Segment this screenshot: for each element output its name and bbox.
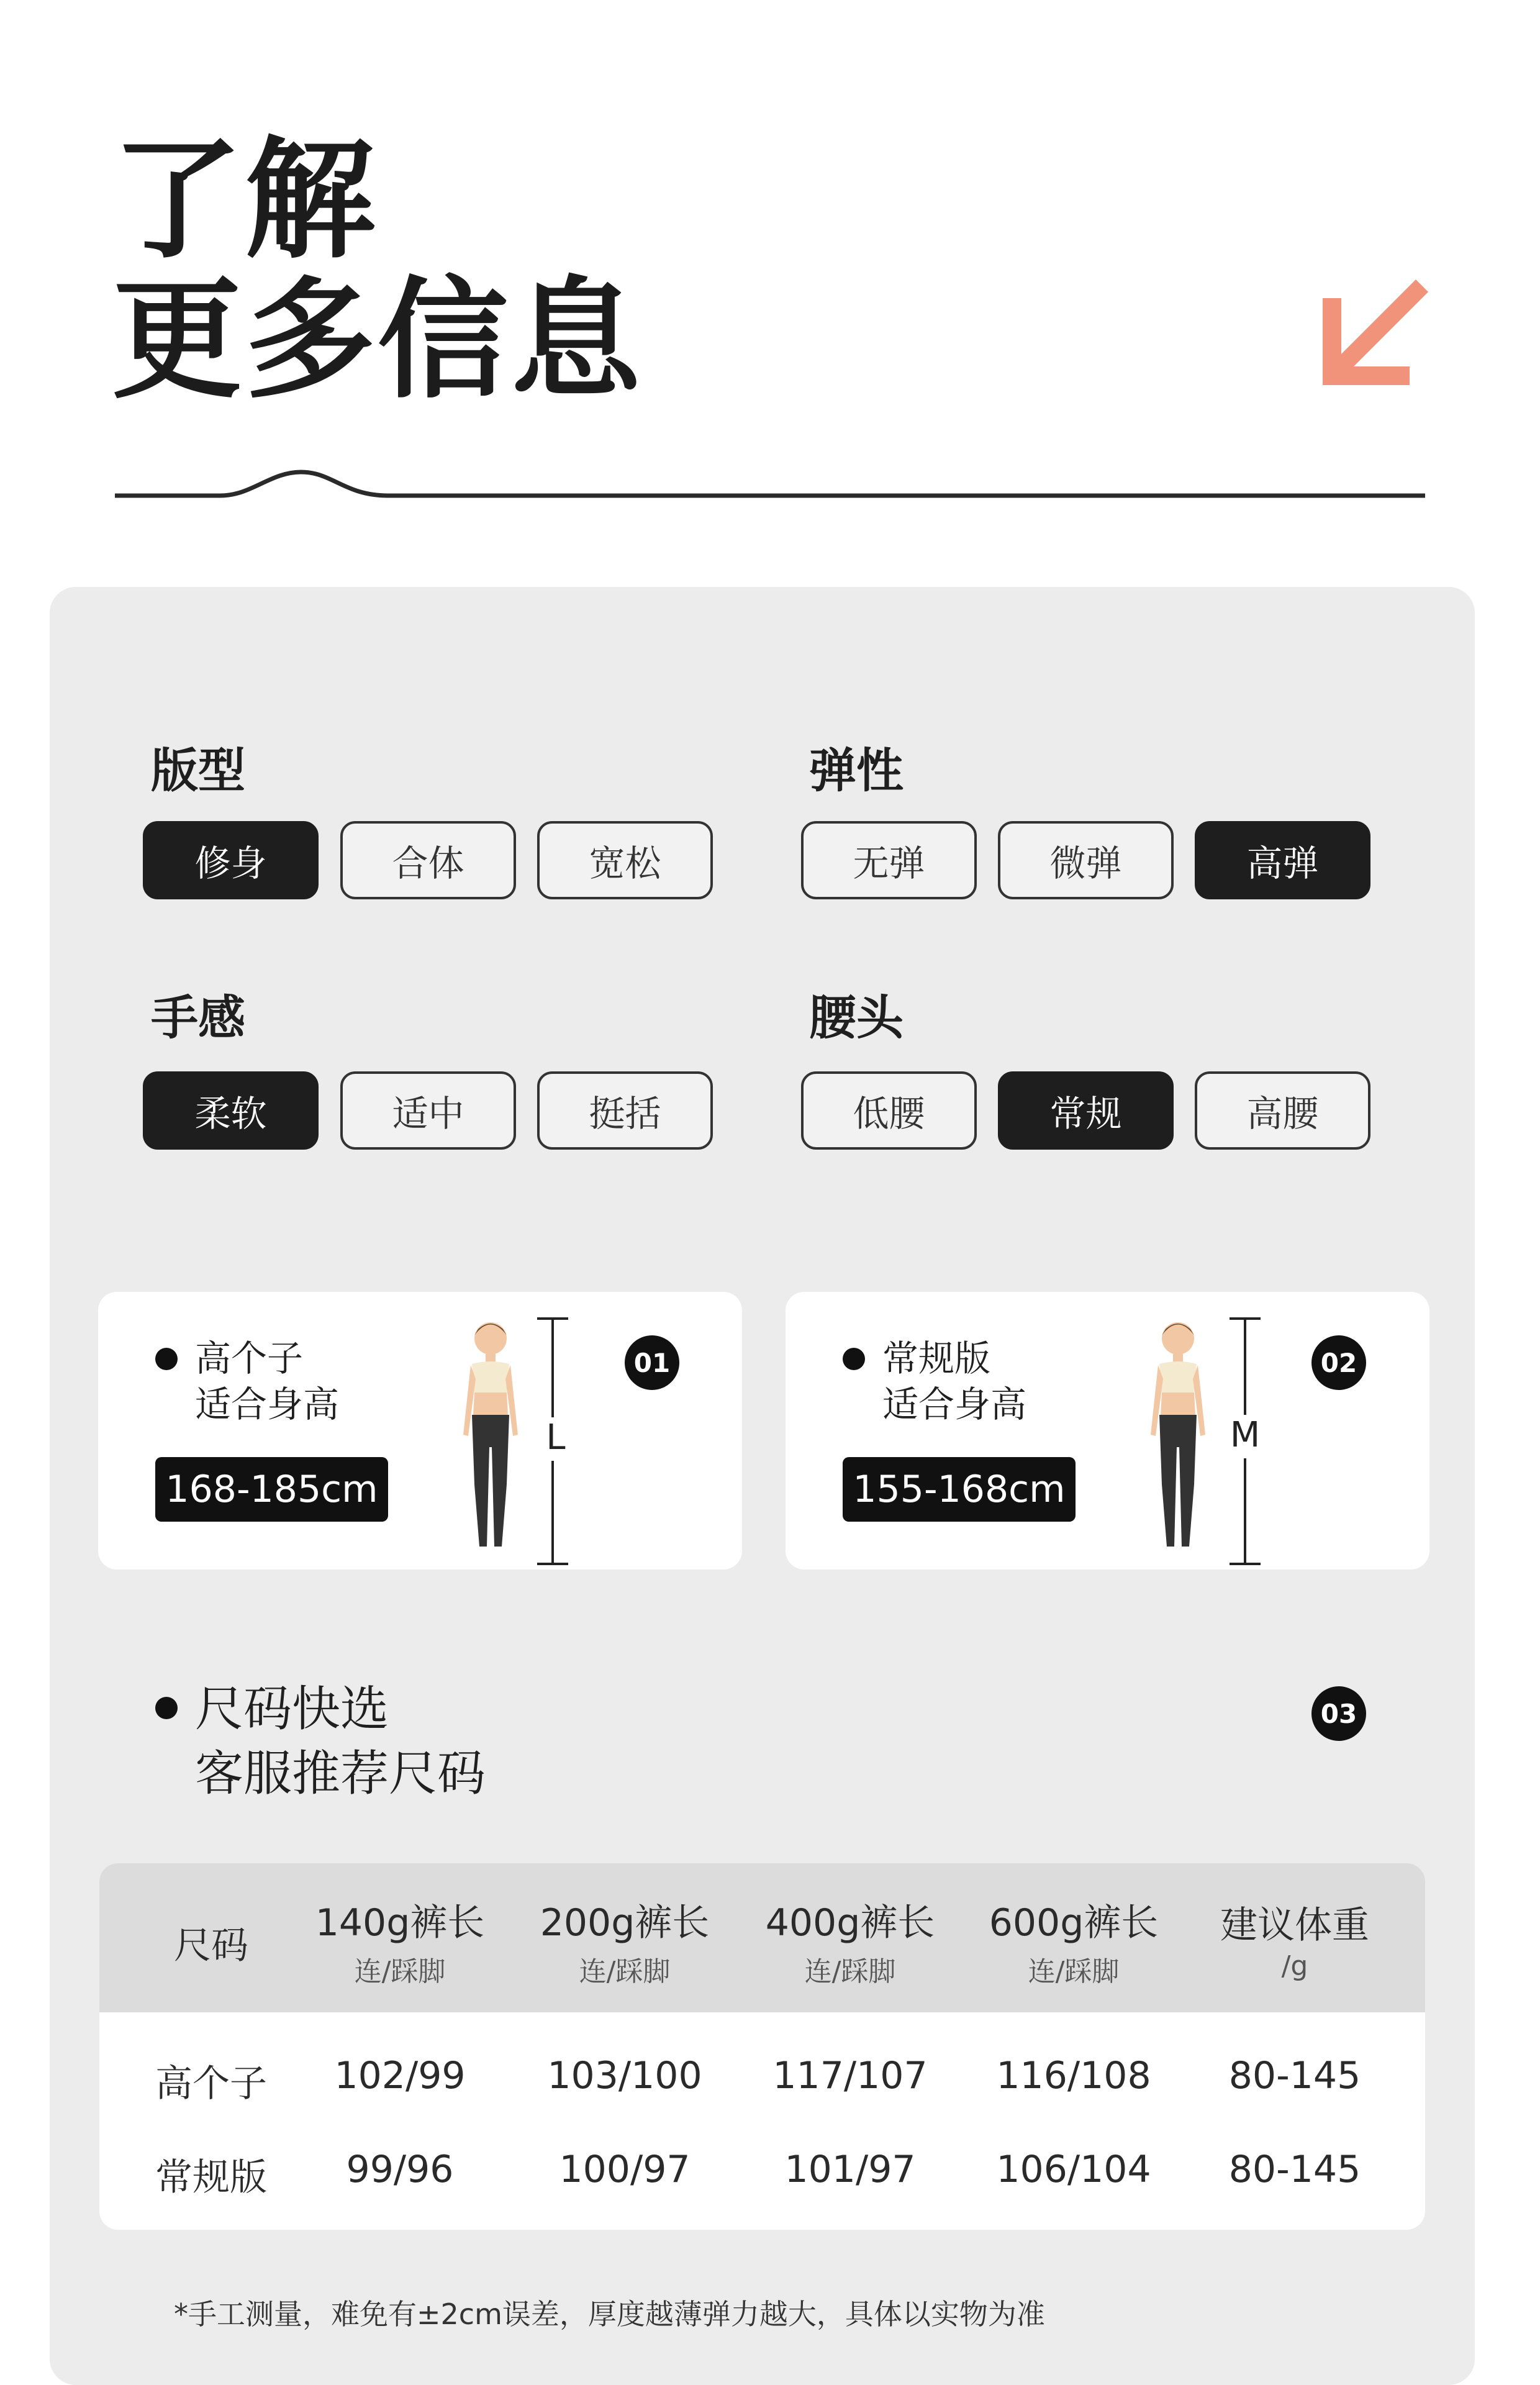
- option-waist-high[interactable]: 高腰: [1195, 1071, 1370, 1150]
- option-fit-regular[interactable]: 合体: [340, 821, 516, 899]
- table-cell: 99/96: [346, 2148, 454, 2191]
- table-cell: 100/97: [559, 2148, 691, 2191]
- option-waist-regular[interactable]: 常规: [998, 1071, 1174, 1150]
- size-letter-m: M: [1230, 1415, 1261, 1458]
- bullet-dot: [155, 1348, 178, 1370]
- option-feel-soft[interactable]: 柔软: [143, 1071, 319, 1150]
- card-regular-text: 常规版 适合身高: [882, 1337, 1027, 1425]
- column-subheader-200g: 连/踩脚: [579, 1956, 671, 1988]
- size-card-tall: [98, 1292, 742, 1570]
- table-cell: 常规版: [155, 2156, 267, 2199]
- hero-title-line1: 了解: [112, 124, 378, 276]
- height-range-tag: 168-185cm: [155, 1457, 388, 1522]
- column-header-weight: 建议体重: [1220, 1904, 1369, 1947]
- table-cell: 117/107: [772, 2054, 928, 2097]
- badge-03: 03: [1311, 1686, 1366, 1741]
- card-tall-text: 高个子 适合身高: [195, 1337, 340, 1425]
- option-feel-stiff[interactable]: 挺括: [537, 1071, 713, 1150]
- bullet-dot: [155, 1697, 178, 1719]
- table-cell: 高个子: [155, 2062, 267, 2106]
- option-elasticity-none[interactable]: 无弹: [801, 821, 977, 899]
- model-figure-icon: [1135, 1311, 1221, 1559]
- size-letter-l: L: [543, 1417, 568, 1461]
- column-subheader-140g: 连/踩脚: [354, 1956, 446, 1988]
- table-cell: 116/108: [996, 2054, 1151, 2097]
- option-feel-medium[interactable]: 适中: [340, 1071, 516, 1150]
- table-cell: 106/104: [996, 2148, 1151, 2191]
- size-pick-title: 尺码快选 客服推荐尺码: [195, 1681, 486, 1802]
- hero-title: [112, 124, 644, 416]
- option-elasticity-high[interactable]: 高弹: [1195, 821, 1370, 899]
- badge-02: 02: [1311, 1335, 1366, 1390]
- group-label-waist: 腰头: [809, 990, 904, 1045]
- footnote: *手工测量，难免有±2cm误差，厚度越薄弹力越大，具体以实物为准: [174, 2297, 1045, 2331]
- option-waist-low[interactable]: 低腰: [801, 1071, 977, 1150]
- column-subheader-weight: /g: [1281, 1950, 1308, 1982]
- group-label-elasticity: 弹性: [809, 743, 904, 798]
- option-fit-slim[interactable]: 修身: [143, 821, 319, 899]
- bullet-dot: [843, 1348, 865, 1370]
- column-header-size: 尺码: [174, 1924, 248, 1968]
- size-card-regular: [786, 1292, 1429, 1570]
- table-cell: 103/100: [547, 2054, 702, 2097]
- column-header-600g: 600g裤长: [989, 1901, 1159, 1945]
- model-figure-icon: [447, 1311, 534, 1559]
- column-header-400g: 400g裤长: [765, 1901, 935, 1945]
- column-subheader-600g: 连/踩脚: [1028, 1956, 1120, 1988]
- table-cell: 101/97: [784, 2148, 916, 2191]
- table-cell: 80-145: [1228, 2054, 1361, 2097]
- badge-01: 01: [625, 1335, 679, 1390]
- hero-title-line2: 更多信息: [112, 264, 644, 416]
- height-range-tag: 155-168cm: [843, 1457, 1076, 1522]
- option-fit-loose[interactable]: 宽松: [537, 821, 713, 899]
- column-header-140g: 140g裤长: [315, 1901, 485, 1945]
- arrow-down-left-icon: [1310, 273, 1428, 391]
- group-label-fit: 版型: [151, 743, 245, 798]
- table-cell: 80-145: [1228, 2148, 1361, 2191]
- wave-divider: [115, 460, 1425, 503]
- table-cell: 102/99: [334, 2054, 466, 2097]
- column-subheader-400g: 连/踩脚: [804, 1956, 896, 1988]
- column-header-200g: 200g裤长: [540, 1901, 710, 1945]
- group-label-feel: 手感: [151, 990, 245, 1045]
- option-elasticity-slight[interactable]: 微弹: [998, 821, 1174, 899]
